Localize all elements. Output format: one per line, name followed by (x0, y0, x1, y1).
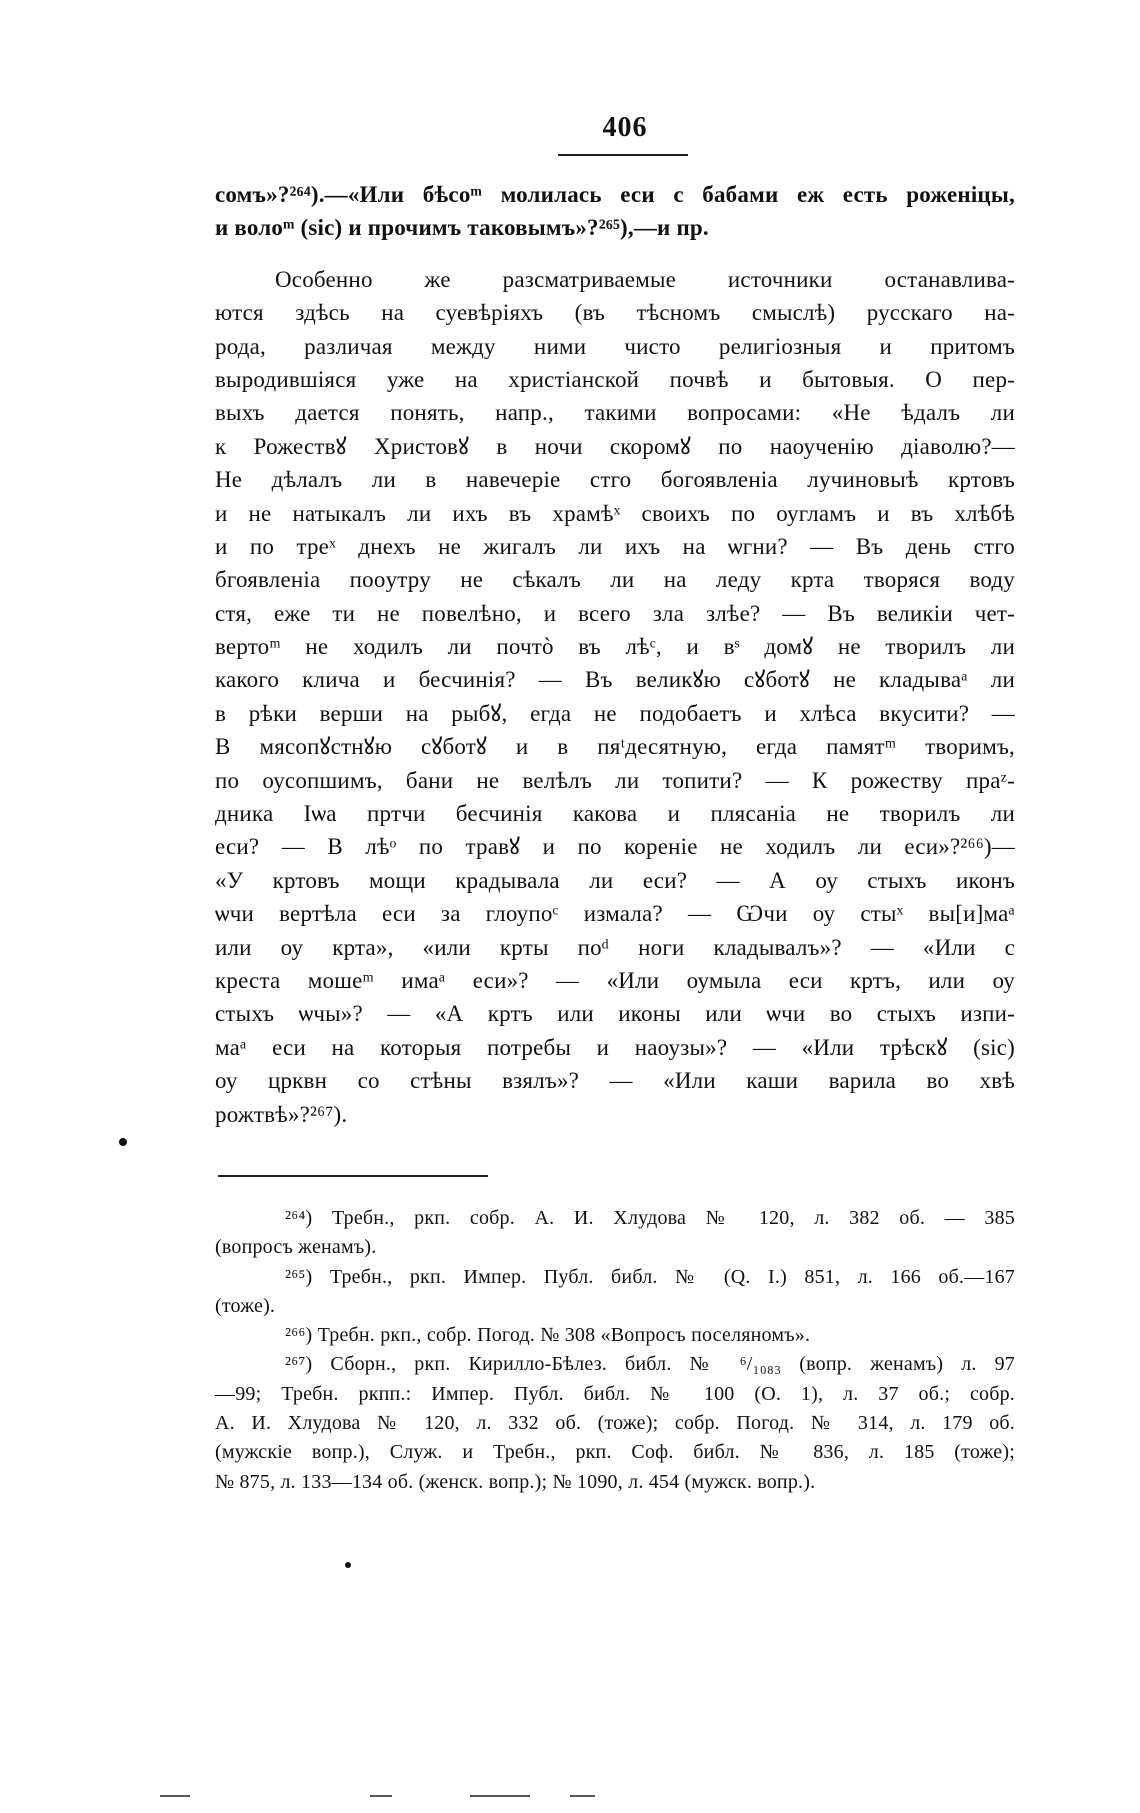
bottom-scan-mark (470, 1795, 530, 1797)
text-line: ѡчи вертѣла еси за глоупоᶜ измала? — Ѡчи оу стыˣ вы[и]маᵃ (215, 901, 1015, 927)
margin-speck (119, 1138, 127, 1146)
text-line: «У кртовъ мощи крадывала ли еси? — А оу стыхъ иконъ (215, 867, 1015, 893)
text-line: Особенно же разсматриваемые источники останавлива- (275, 266, 1015, 292)
page-number-rule (558, 154, 688, 156)
footnote-rule (218, 1175, 488, 1177)
bottom-scan-mark (570, 1795, 595, 1797)
text-line: ются здѣсь на суевѣріяхъ (въ тѣсномъ смыслѣ) русскаго на- (215, 300, 1015, 326)
text-line: В мясопꙋстнꙋю сꙋботꙋ и в пяᵗдесятную, егда памятᵐ творимъ, (215, 734, 1015, 760)
text-line: оу црквн со стѣны взялъ»? — «Или каши варила во хвѣ (215, 1068, 1015, 1094)
text-line: рода, различая между ними чисто религіозныя и притомъ (215, 333, 1015, 359)
footnote-line: ²⁶⁴) Требн., ркп. собр. А. И. Хлудова № 120, л. 382 об. — 385 (285, 1207, 1015, 1229)
text-line: бгоявленіа поoутру не сѣкалъ ли на леду крта творяся воду (215, 567, 1015, 593)
text-line: и не натыкалъ ли ихъ въ храмѣˣ своихъ по оугламъ и въ хлѣбѣ (215, 500, 1015, 526)
footnote-line: (мужскіе вопр.), Служ. и Требн., ркп. Соф. библ. № 836, л. 185 (тоже); (215, 1441, 1015, 1464)
text-line: маᵃ еси на которыя потребы и наоузы»? — «Или трѣскꙋ (sic) (215, 1034, 1015, 1060)
text-line: какого клича и бесчинія? — Въ великꙋю сꙋботꙋ не кладываᵃ ли (215, 667, 1015, 693)
footnote-line: (вопросъ женамъ). (215, 1236, 377, 1259)
text-line: выхъ дается понять, напр., такими вопросами: «Не ѣдалъ ли (215, 400, 1015, 426)
footnote-line: —99; Требн. ркпп.: Импер. Публ. библ. № 100 (О. 1), л. 37 об.; собр. (215, 1382, 1015, 1405)
text-line: или оу крта», «или крты поᵈ ноги кладывалъ»? — «Или с (215, 934, 1015, 960)
text-line: сомъ»?²⁶⁴).—«Или бѣсоᵐ молилась еси с бабами еж есть роженіцы, (215, 182, 1015, 207)
bottom-scan-mark (370, 1795, 392, 1797)
text-line: в рѣки верши на рыбꙋ, егда не подобаетъ и хлѣса вкусити? — (215, 700, 1015, 726)
text-line: и по треˣ днехъ не жигалъ ли ихъ на ѡгни? — Въ день стго (215, 533, 1015, 559)
text-line: по оусопшимъ, бани не велѣлъ ли топити? — К рожеству праᶻ- (215, 767, 1015, 793)
text-line: к Рожествꙋ Христовꙋ в ночи скоромꙋ по наоученію діаволю?— (215, 433, 1015, 459)
text-line: выродившіяся уже на христіанской почвѣ и бытовыя. О пер- (215, 366, 1015, 392)
text-line: Не дѣлалъ ли в навечеріе стго богоявленіа лучиновыѣ кртовъ (215, 467, 1015, 493)
text-line: креста мошеᵐ имаᵃ еси»? — «Или оумыла еси кртъ, или оу (215, 967, 1015, 993)
text-line: дника Іѡа пртчи бесчинія какова и плясаніа не творилъ ли (215, 801, 1015, 827)
text-line: стя, еже ти не повелѣно, и всего зла злѣе? — Въ великіи чет- (215, 600, 1015, 626)
text-line: стыхъ ѡчы»? — «А кртъ или иконы или ѡчи во стыхъ изпи- (215, 1001, 1015, 1027)
footnote-line: ²⁶⁷) Сборн., ркп. Кирилло-Бѣлез. библ. № ⁶/₁₀₈₃ (вопр. женамъ) л. 97 (285, 1353, 1015, 1376)
bottom-scan-mark (160, 1795, 190, 1797)
paragraph-gap (215, 245, 1015, 263)
footnote-line: А. И. Хлудова № 120, л. 332 об. (тоже); собр. Погод. № 314, л. 179 об. (215, 1412, 1015, 1435)
text-line: вертоᵐ не ходилъ ли почтò въ лѣᶜ, и вˢ домꙋ не творилъ ли (215, 634, 1015, 660)
margin-speck (345, 1562, 351, 1568)
footnote-line: ²⁶⁵) Требн., ркп. Импер. Публ. библ. № (Q. I.) 851, л. 166 об.—167 (285, 1265, 1015, 1288)
footnote-line: ²⁶⁶) Требн. ркп., собр. Погод. № 308 «Вопросъ поселяномъ». (285, 1324, 811, 1347)
footnote-line: № 875, л. 133—134 об. (женск. вопр.); № 1090, л. 454 (мужск. вопр.). (215, 1470, 816, 1493)
text-line: рожтвѣ»?²⁶⁷). (215, 1101, 348, 1127)
text-line: и волоᵐ (sic) и прочимъ таковымъ»?²⁶⁵),—и пр. (215, 215, 709, 241)
footnotes (215, 1204, 1015, 1497)
main-text (215, 178, 1015, 1131)
page-number: 406 (602, 112, 648, 143)
text-line: еси? — В лѣᵒ по травꙋ и по кореніе не ходилъ ли еси»?²⁶⁶)— (215, 834, 1015, 860)
footnote-line: (тоже). (215, 1294, 276, 1317)
